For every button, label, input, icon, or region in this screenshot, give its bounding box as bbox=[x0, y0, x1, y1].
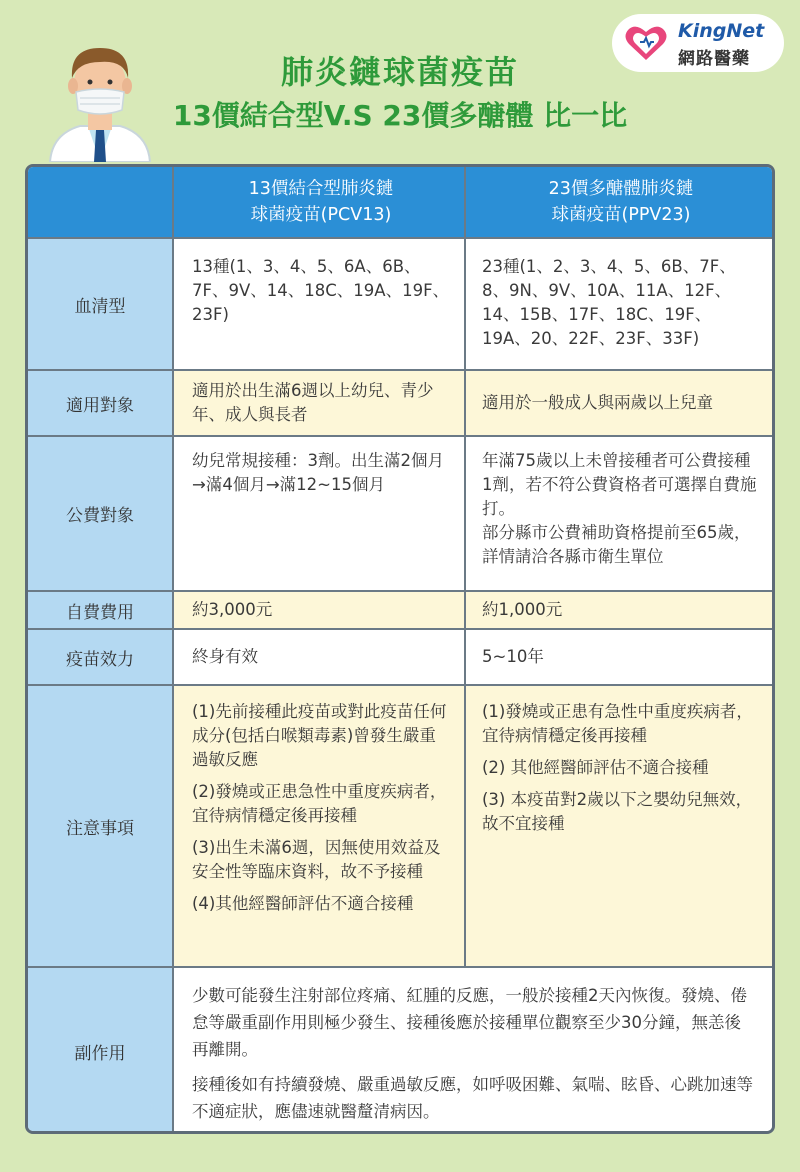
cell-efficacy-ppv23-text: 5~10年 bbox=[482, 647, 544, 666]
note-ppv23-item: (3) 本疫苗對2歲以下之嬰幼兒無效，故不宜接種 bbox=[482, 790, 753, 833]
cell-efficacy-ppv23 bbox=[466, 630, 772, 684]
cell-cost-ppv23-text: 約1,000元 bbox=[482, 600, 563, 619]
header-pcv13-line1: 13價結合型肺炎鏈 bbox=[248, 179, 394, 199]
cell-side-effects bbox=[174, 968, 772, 1134]
table-row-cost bbox=[28, 590, 772, 628]
note-pcv13-item: (2)發燒或正患急性中重度疾病者，宜待病情穩定後再接種 bbox=[192, 782, 447, 825]
cell-target-ppv23 bbox=[466, 371, 772, 435]
cell-target-pcv13-text: 適用於出生滿6週以上幼兒、青少年、成人與長者 bbox=[192, 381, 434, 424]
table-row-serotype bbox=[28, 237, 772, 369]
logo-brand-text: KingNet bbox=[678, 20, 765, 42]
cell-notes-ppv23 bbox=[466, 686, 772, 966]
row-label-side-effects: 副作用 bbox=[28, 968, 174, 1134]
table-row-efficacy bbox=[28, 628, 772, 684]
cell-cost-ppv23 bbox=[466, 592, 772, 628]
row-label-notes: 注意事項 bbox=[28, 686, 174, 966]
table-row-public-funded bbox=[28, 435, 772, 590]
row-label-efficacy: 疫苗效力 bbox=[28, 630, 174, 684]
row-label-serotype: 血清型 bbox=[28, 239, 174, 369]
header-pcv13-line2: 球菌疫苗(PCV13) bbox=[250, 205, 392, 225]
header-ppv23-line1: 23價多醣體肺炎鏈 bbox=[548, 179, 694, 199]
note-ppv23-item: (1)發燒或正患有急性中重度疾病者，宜待病情穩定後再接種 bbox=[482, 702, 753, 745]
cell-target-pcv13 bbox=[174, 371, 466, 435]
cell-serotype-ppv23: 23種(1、2、3、4、5、6B、7F、8、9N、9V、10A、11A、12F、14、15B、17F、18C、19F、19A、20、22F、23F、33F) bbox=[466, 239, 772, 369]
cell-serotype-pcv13: 13種(1、3、4、5、6A、6B、7F、9V、14、18C、19A、19F、23F) bbox=[174, 239, 466, 369]
cell-efficacy-pcv13-text: 終身有效 bbox=[192, 647, 258, 666]
cell-notes-pcv13 bbox=[174, 686, 466, 966]
page-subtitle: 13價結合型V.S 23價多醣體 比一比 bbox=[172, 99, 628, 132]
public-funded-ppv23-para1: 年滿75歲以上未曾接種者可公費接種1劑，若不符公費資格者可選擇自費施打。 bbox=[482, 451, 757, 518]
title-block bbox=[0, 52, 800, 136]
table-row-notes bbox=[28, 684, 772, 966]
table-row-target bbox=[28, 369, 772, 435]
table-row-side-effects bbox=[28, 966, 772, 1134]
comparison-table bbox=[25, 164, 775, 1134]
note-pcv13-item: (4)其他經醫師評估不適合接種 bbox=[192, 894, 414, 913]
header-pcv13 bbox=[174, 167, 466, 237]
row-label-cost: 自費費用 bbox=[28, 592, 174, 628]
header-ppv23-line2: 球菌疫苗(PPV23) bbox=[551, 205, 691, 225]
logo-brand-zh-text: 網路醫藥 bbox=[678, 49, 750, 69]
note-pcv13-item: (1)先前接種此疫苗或對此疫苗任何成分(包括白喉類毒素)曾發生嚴重過敏反應 bbox=[192, 702, 447, 769]
header-ppv23 bbox=[466, 167, 772, 237]
row-label-public-funded: 公費對象 bbox=[28, 437, 174, 590]
cell-efficacy-pcv13 bbox=[174, 630, 466, 684]
note-pcv13-item: (3)出生未滿6週，因無使用效益及安全性等臨床資料，故不予接種 bbox=[192, 838, 441, 881]
page-title: 肺炎鏈球菌疫苗 bbox=[280, 53, 519, 91]
public-funded-ppv23-para2: 部分縣市公費補助資格提前至65歲，詳情請洽各縣市衛生單位 bbox=[482, 523, 751, 566]
cell-cost-pcv13 bbox=[174, 592, 466, 628]
note-ppv23-item: (2) 其他經醫師評估不適合接種 bbox=[482, 758, 709, 777]
header-empty-cell bbox=[28, 167, 174, 237]
cell-public-funded-pcv13: 幼兒常規接種：3劑。出生滿2個月→滿4個月→滿12~15個月 bbox=[174, 437, 466, 590]
row-label-target: 適用對象 bbox=[28, 371, 174, 435]
side-effects-para1: 少數可能發生注射部位疼痛、紅腫的反應，一般於接種2天內恢復。發燒、倦怠等嚴重副作用則極少發生、接種後應於接種單位觀察至少30分鐘，無恙後再離開。 bbox=[192, 986, 747, 1059]
cell-target-ppv23-text: 適用於一般成人與兩歲以上兒童 bbox=[482, 393, 713, 412]
table-header-row bbox=[28, 167, 772, 237]
cell-public-funded-ppv23 bbox=[466, 437, 772, 590]
cell-cost-pcv13-text: 約3,000元 bbox=[192, 600, 273, 619]
side-effects-para2: 接種後如有持續發燒、嚴重過敏反應，如呼吸困難、氣喘、眩昏、心跳加速等不適症狀，應儘速就醫釐清病因。 bbox=[192, 1075, 753, 1121]
